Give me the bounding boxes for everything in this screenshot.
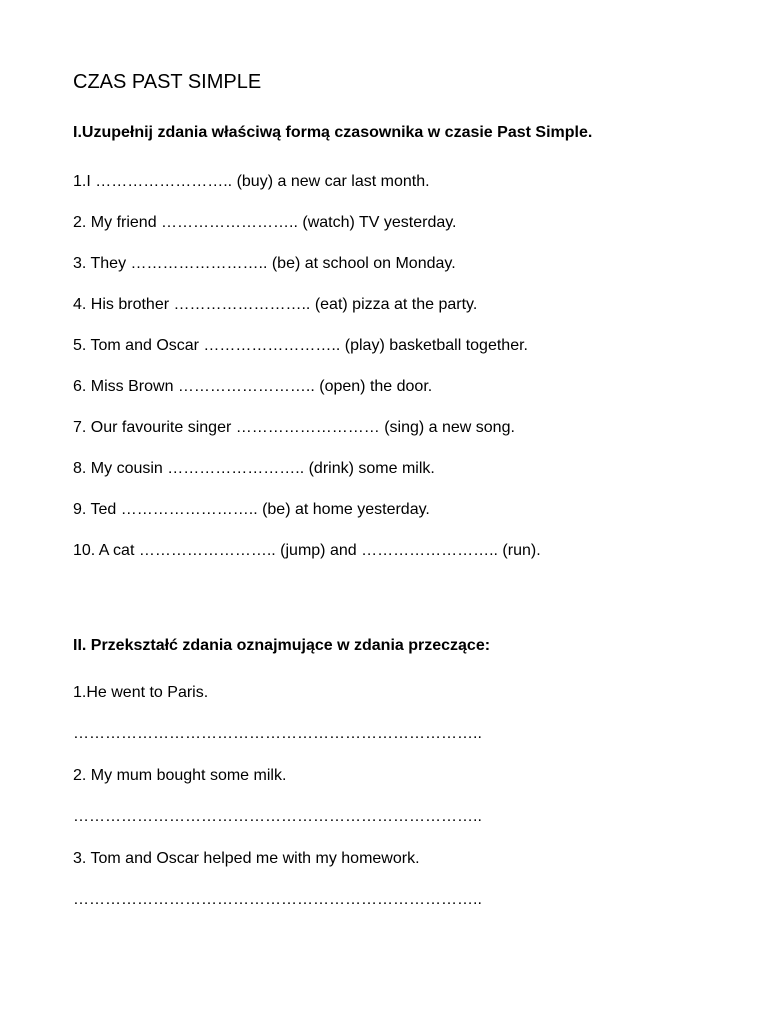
- exercise-1-sentence: 1.I …………………….. (buy) a new car last month.: [73, 173, 430, 190]
- exercise-1-sentence: 10. A cat …………………….. (jump) and …………………….. (run).: [73, 542, 541, 559]
- exercise-1-sentence: 2. My friend …………………….. (watch) TV yesterday.: [73, 214, 457, 231]
- exercise-2-sentence: 2. My mum bought some milk.: [73, 767, 287, 784]
- section-2-heading: II. Przekształć zdania oznajmujące w zdania przeczące:: [73, 637, 491, 654]
- exercise-1-sentence: 3. They …………………….. (be) at school on Monday.: [73, 255, 456, 272]
- worksheet-title: CZAS PAST SIMPLE: [73, 71, 262, 93]
- exercise-1-sentence: 9. Ted …………………….. (be) at home yesterday.: [73, 501, 430, 518]
- exercise-2-sentence: 3. Tom and Oscar helped me with my homework.: [73, 850, 420, 867]
- exercise-1-sentence: 4. His brother …………………….. (eat) pizza at the party.: [73, 296, 478, 313]
- exercise-1-sentence: 5. Tom and Oscar …………………….. (play) basketball together.: [73, 337, 528, 354]
- exercise-1-sentence: 7. Our favourite singer ……………………… (sing) a new song.: [73, 419, 515, 436]
- exercise-2-sentence: 1.He went to Paris.: [73, 684, 209, 701]
- exercise-1-sentence: 6. Miss Brown …………………….. (open) the door.: [73, 378, 433, 395]
- section-1-heading: I.Uzupełnij zdania właściwą formą czasownika w czasie Past Simple.: [73, 124, 593, 141]
- answer-blank-line: …………………………………………………………………..: [73, 725, 482, 742]
- answer-blank-line: …………………………………………………………………..: [73, 808, 482, 825]
- exercise-1-sentence: 8. My cousin …………………….. (drink) some milk.: [73, 460, 435, 477]
- answer-blank-line: …………………………………………………………………..: [73, 891, 482, 908]
